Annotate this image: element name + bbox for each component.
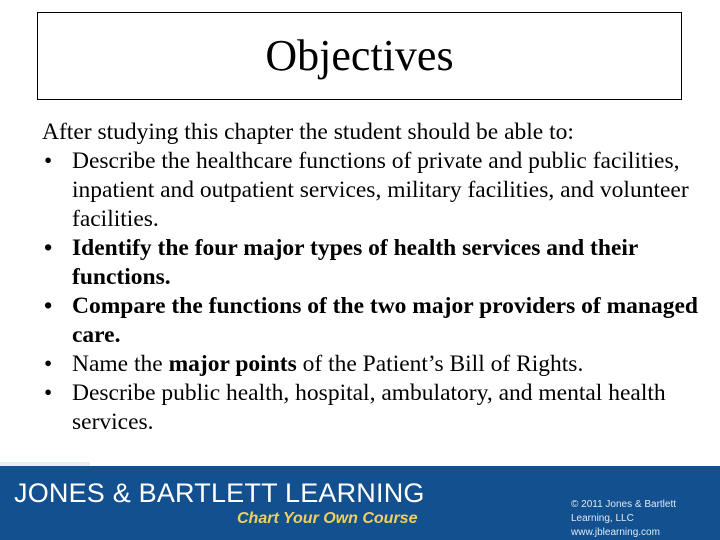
bullet-text: Describe public health, hospital, ambulatory, and mental health services. bbox=[72, 380, 666, 435]
slide-title: Objectives bbox=[265, 31, 454, 80]
slide-content bbox=[42, 118, 712, 437]
bullet-icon: • bbox=[44, 351, 53, 377]
list-item bbox=[42, 147, 712, 234]
list-item bbox=[42, 350, 712, 379]
bullet-text: Describe the healthcare functions of private and public facilities, inpatient and outpatient services, military facilities, and volunteer facilities. bbox=[72, 148, 689, 232]
bullet-text: Identify the four major types of health services and their functions. bbox=[72, 235, 638, 290]
bullet-text: Name the bbox=[72, 351, 169, 377]
bullet-text: Compare the functions of the two major providers of managed care. bbox=[72, 293, 698, 348]
bullet-icon: • bbox=[44, 380, 53, 406]
bullet-text: of the Patient’s Bill of Rights. bbox=[296, 351, 584, 377]
title-box bbox=[37, 12, 682, 100]
copyright-block bbox=[571, 498, 720, 540]
publisher-logo: JONES & BARTLETT LEARNING bbox=[14, 478, 425, 508]
footer-banner bbox=[0, 466, 720, 540]
objectives-list bbox=[42, 147, 712, 437]
intro-text: After studying this chapter the student should be able to: bbox=[42, 119, 574, 145]
list-item bbox=[42, 379, 712, 437]
publisher-tagline: Chart Your Own Course bbox=[237, 510, 418, 527]
website-text: www.jblearning.com bbox=[571, 527, 660, 538]
copyright-text: © 2011 Jones & Bartlett Learning, LLC bbox=[571, 499, 677, 524]
list-item bbox=[42, 292, 712, 350]
bullet-icon: • bbox=[44, 148, 53, 174]
bullet-text-emphasis: major points bbox=[168, 351, 297, 377]
bullet-icon: • bbox=[44, 293, 53, 319]
list-item bbox=[42, 234, 712, 292]
bullet-icon: • bbox=[44, 235, 53, 261]
